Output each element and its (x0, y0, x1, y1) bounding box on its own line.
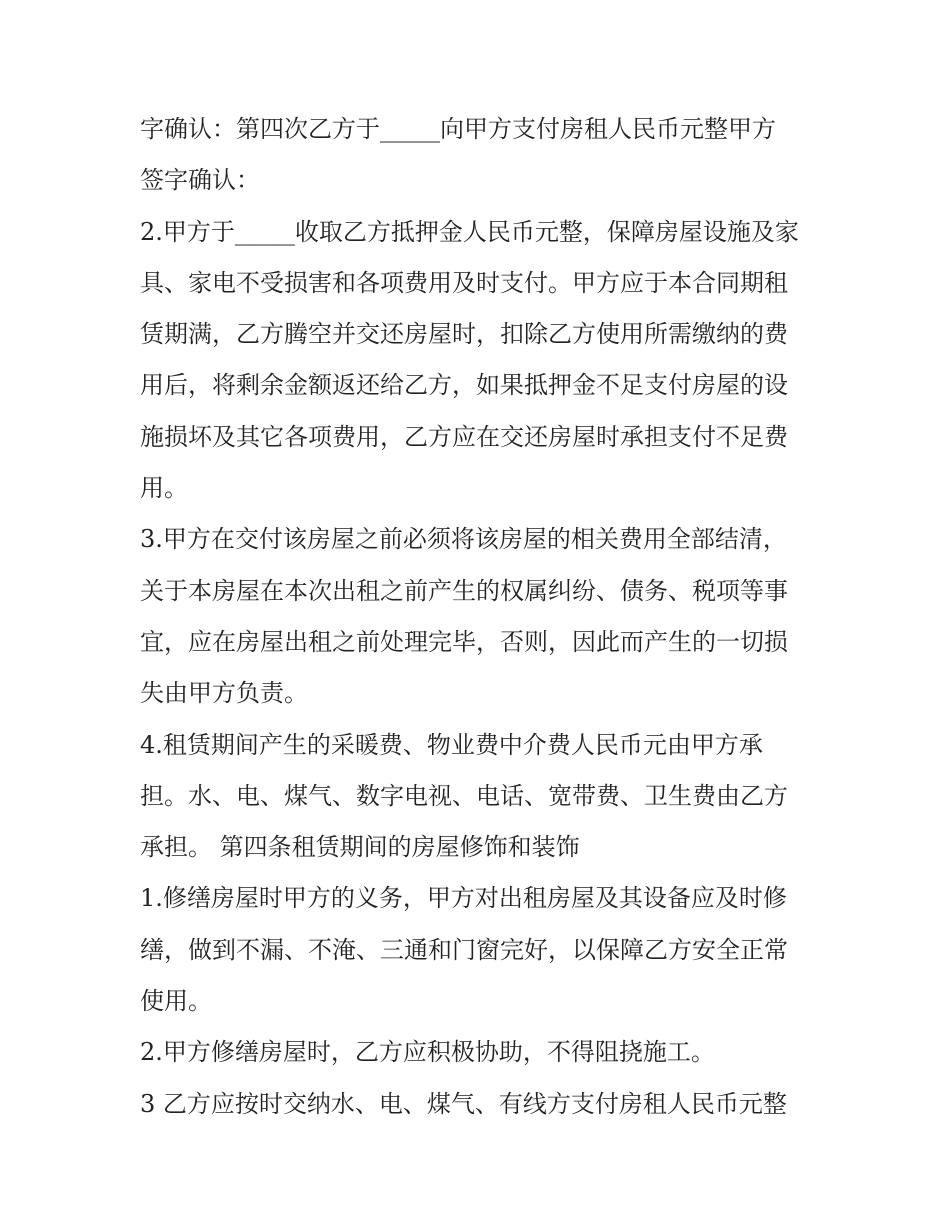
text-line: 关于本房屋在本次出租之前产生的权属纠纷、债务、税项等事 (140, 576, 788, 605)
text-line: 宜，应在房屋出租之前处理完毕，否则，因此而产生的一切损 (140, 627, 788, 656)
text-line: 3.甲方在交付该房屋之前必须将该房屋的相关费用全部结清， (140, 525, 787, 554)
text-line: 赁期满，乙方腾空并交还房屋时，扣除乙方使用所需缴纳的费 (140, 320, 788, 349)
text-line: 施损坏及其它各项费用，乙方应在交还房屋时承担支付不足费 (140, 422, 788, 451)
text-line: 担。水、电、煤气、数字电视、电话、宽带费、卫生费由乙方 (140, 781, 788, 810)
text-line: 用。 (140, 474, 188, 503)
text-line: 签字确认： (140, 166, 260, 195)
text-line: 具、家电不受损害和各项费用及时支付。甲方应于本合同期租 (140, 268, 788, 297)
text-line: 3 乙方应按时交纳水、电、煤气、有线方支付房租人民币元整 (140, 1089, 787, 1118)
text-line: 4.租赁期间产生的采暖费、物业费中介费人民币元由甲方承 (140, 730, 763, 759)
text-line: 1.修缮房屋时甲方的义务，甲方对出租房屋及其设备应及时修 (140, 884, 787, 913)
text-line: 缮，做到不漏、不淹、三通和门窗完好，以保障乙方安全正常 (140, 935, 788, 964)
document-body (140, 104, 820, 1130)
text-line: 2.甲方修缮房屋时，乙方应积极协助，不得阻挠施工。 (140, 1038, 715, 1067)
text-line: 失由甲方负责。 (140, 679, 308, 708)
text-line: 用后，将剩余金额返还给乙方，如果抵押金不足支付房屋的设 (140, 371, 788, 400)
text-line: 2.甲方于_____收取乙方抵押金人民币元整，保障房屋设施及家 (140, 217, 799, 246)
text-line: 使用。 (140, 987, 212, 1016)
text-line: 字确认：第四次乙方于_____向甲方支付房租人民币元整甲方 (140, 115, 776, 143)
text-line: 承担。 第四条租赁期间的房屋修饰和装饰 (140, 833, 580, 862)
